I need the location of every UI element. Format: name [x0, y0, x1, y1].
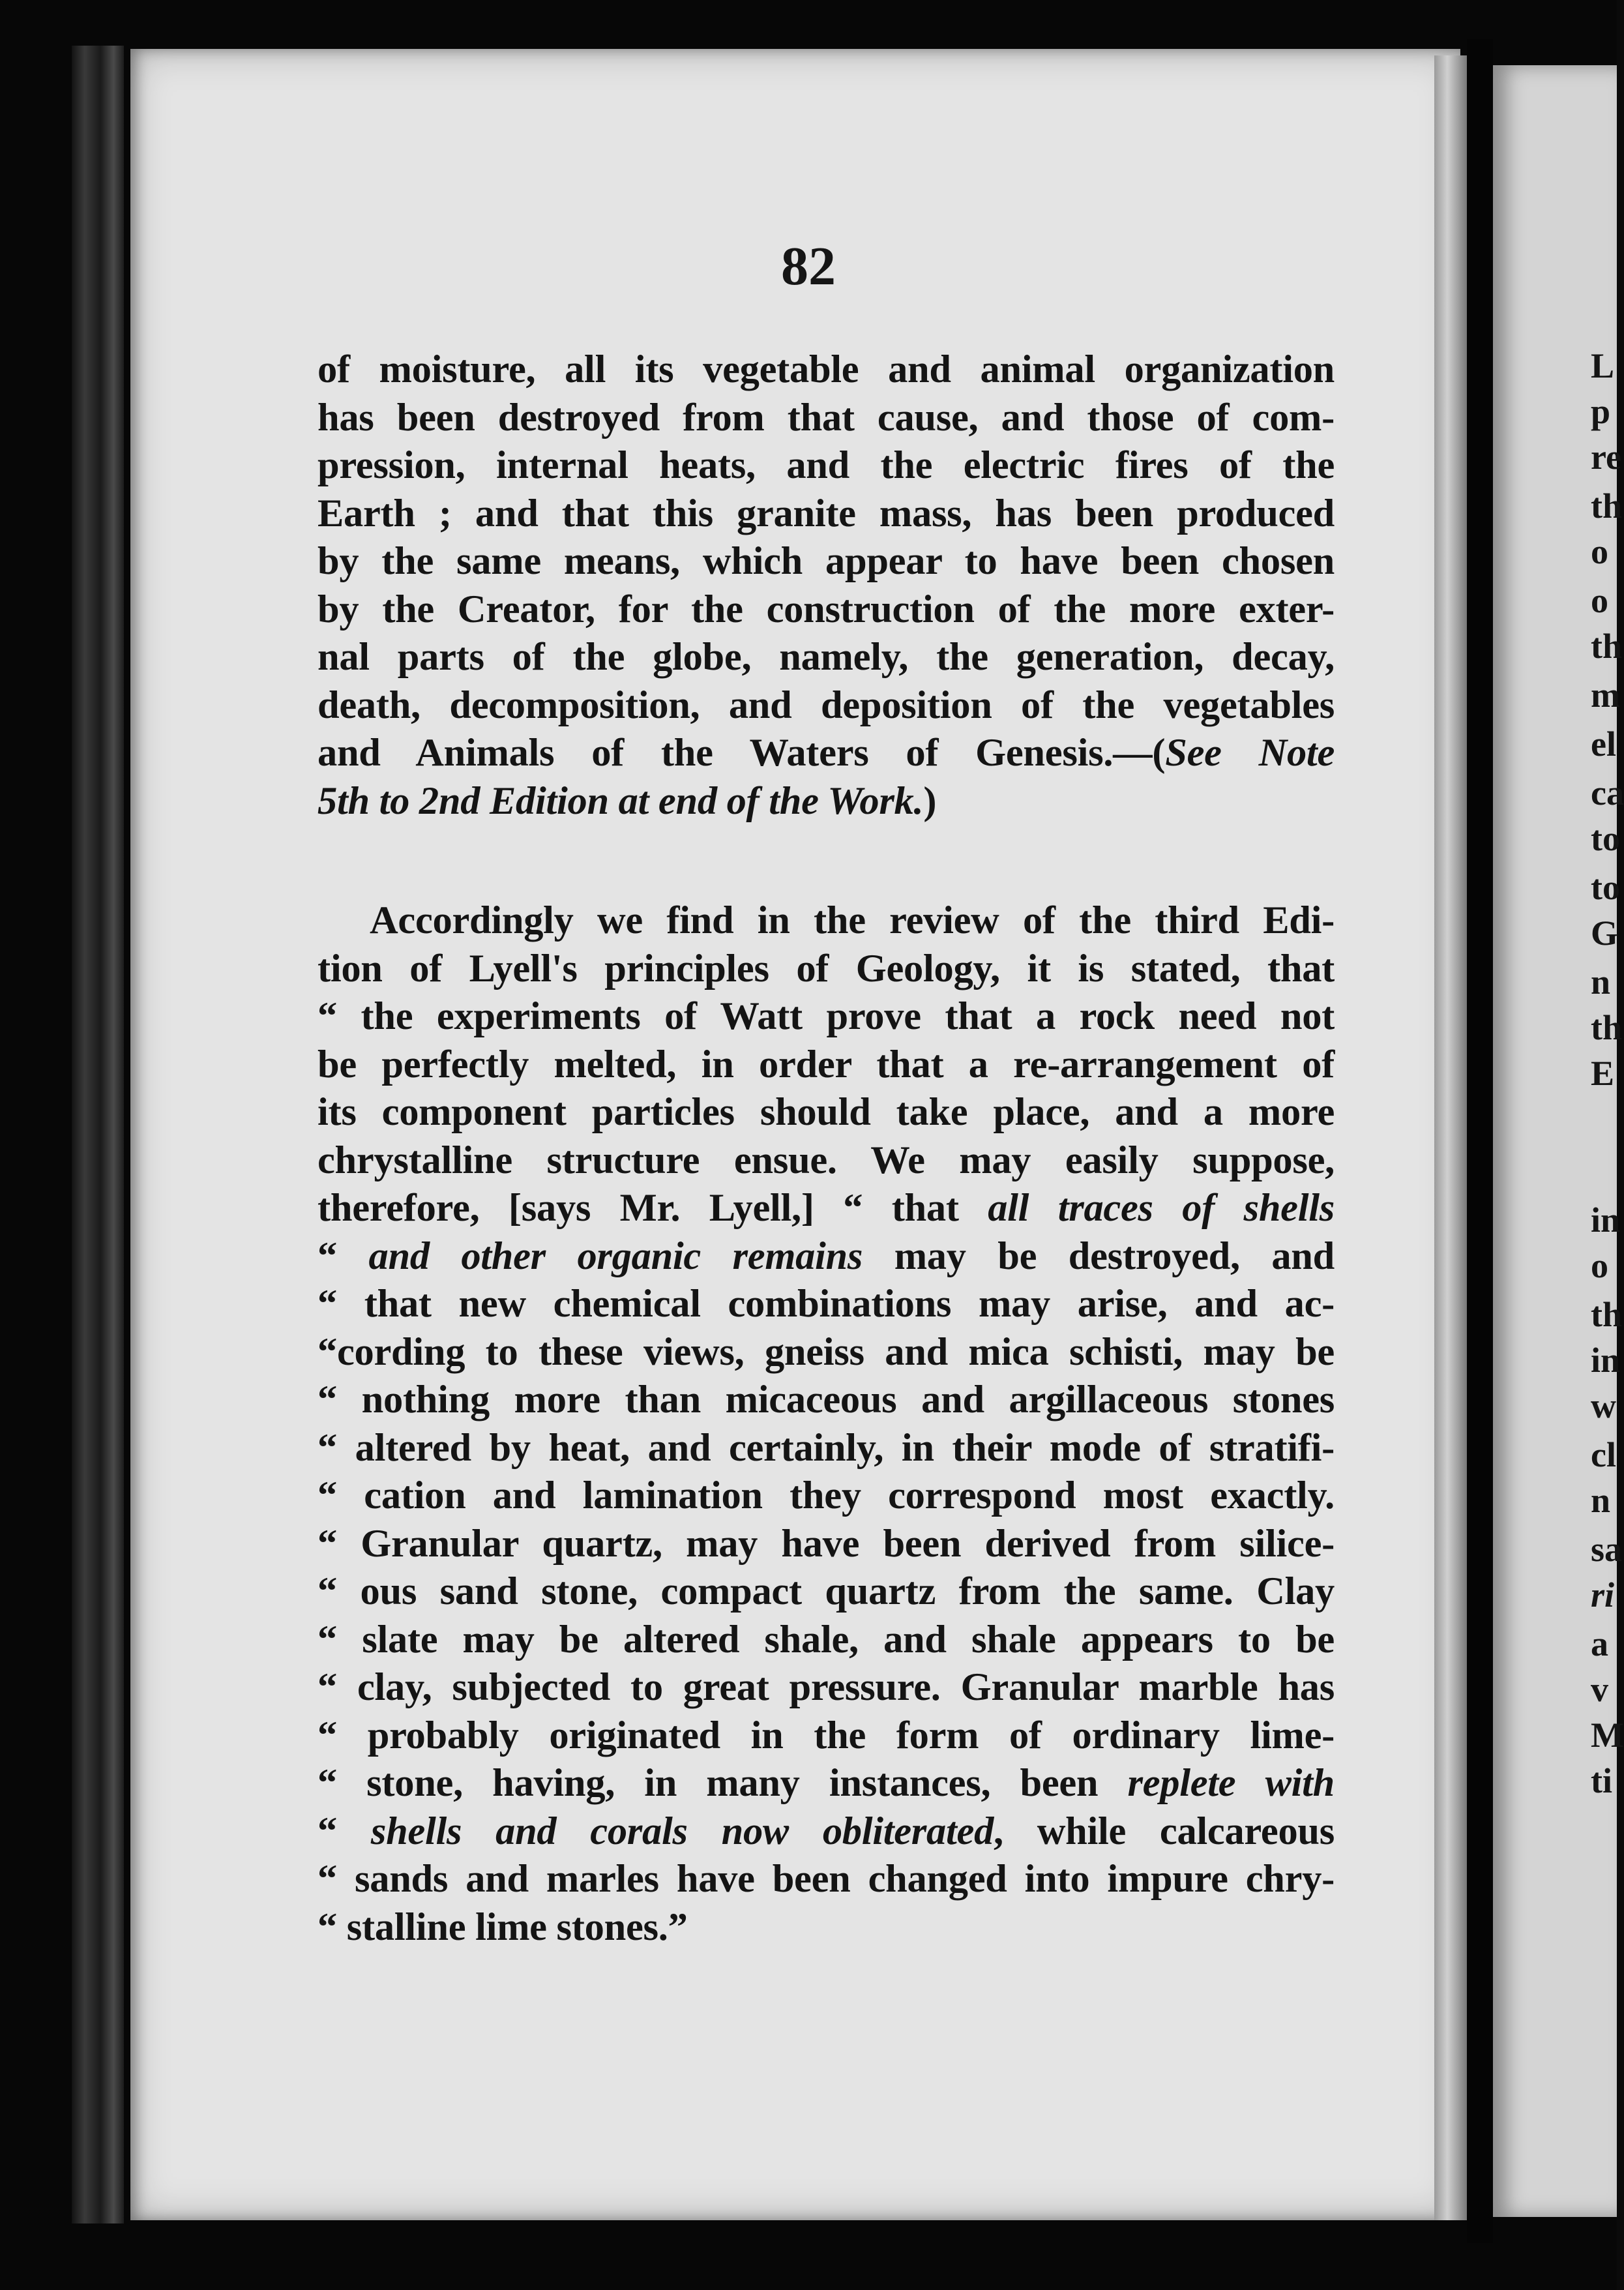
- facing-page-fragment: ca: [1591, 773, 1624, 812]
- facing-page: [1493, 65, 1624, 2217]
- text-run: “ stalline lime stones.”: [317, 1905, 688, 1949]
- text-run: “ the experiments of Watt prove that a rock need not: [317, 994, 1335, 1038]
- text-line: [317, 1137, 1335, 1185]
- text-line: [317, 945, 1335, 993]
- facing-page-fragment: E: [1591, 1054, 1615, 1093]
- text-line: [317, 1184, 1335, 1232]
- text-line: [317, 394, 1335, 442]
- text-line: [317, 1280, 1335, 1328]
- italic-text: all traces of shells: [988, 1186, 1335, 1230]
- text-run: “ probably originated in the form of ordinary lime-: [317, 1713, 1335, 1757]
- text-run: therefore, [says Mr. Lyell,] “ that: [317, 1186, 988, 1230]
- text-run: of moisture, all its vegetable and animal organization: [317, 348, 1335, 391]
- facing-page-fragment: ti: [1591, 1761, 1612, 1800]
- text-line: [317, 586, 1335, 634]
- text-line: [317, 1088, 1335, 1137]
- text-line: [317, 1376, 1335, 1424]
- facing-page-fragment: a: [1591, 1624, 1608, 1663]
- italic-text: replete with: [1127, 1761, 1335, 1805]
- text-run: “ sands and marles have been changed into impure chry-: [317, 1857, 1335, 1901]
- facing-page-fragment: in: [1591, 1341, 1621, 1380]
- book-gutter: [1467, 39, 1493, 2243]
- text-run: “cording to these views, gneiss and mica schisti, may be: [317, 1330, 1335, 1374]
- text-run: nal parts of the globe, namely, the generation, decay,: [317, 635, 1335, 679]
- text-line: [317, 1328, 1335, 1376]
- text-line: [317, 537, 1335, 586]
- text-line: [317, 1759, 1335, 1807]
- facing-page-fragment: n: [1591, 962, 1611, 1002]
- text-line: [317, 1424, 1335, 1472]
- text-line: [317, 1712, 1335, 1760]
- facing-page-fragment: L: [1591, 346, 1615, 385]
- text-run: “ altered by heat, and certainly, in their mode of stratifi-: [317, 1425, 1335, 1470]
- body-text: [317, 346, 1335, 1951]
- text-line: [317, 633, 1335, 681]
- text-run: , while calcareous: [994, 1809, 1335, 1853]
- text-line: [317, 1616, 1335, 1664]
- facing-page-fragment: re: [1591, 438, 1621, 477]
- text-run: “ ous sand stone, compact quartz from the same. Clay: [317, 1569, 1335, 1613]
- text-line: [317, 1663, 1335, 1712]
- text-run: “ stone, having, in many instances, been: [317, 1761, 1128, 1805]
- facing-page-fragment: p: [1591, 392, 1611, 431]
- text-line: [317, 1041, 1335, 1089]
- facing-page-fragment: to: [1591, 819, 1620, 858]
- text-line: [317, 1903, 1335, 1952]
- text-line: [317, 729, 1335, 777]
- facing-page-fragment: o: [1591, 1246, 1608, 1285]
- text-run: “: [317, 1809, 371, 1853]
- text-line: [317, 346, 1335, 394]
- facing-page-fragment: cl: [1591, 1435, 1616, 1474]
- text-line: [317, 490, 1335, 538]
- text-run: Accordingly we find in the review of the third Edi-: [370, 899, 1335, 942]
- text-run: may be destroyed, and: [863, 1234, 1335, 1278]
- text-line: [317, 992, 1335, 1041]
- text-line: [317, 681, 1335, 730]
- book-binding-edge: [72, 46, 124, 2223]
- text-run: “ clay, subjected to great pressure. Granular marble has: [317, 1665, 1335, 1709]
- facing-page-fragment: th: [1591, 1008, 1623, 1047]
- text-line: [317, 777, 1335, 825]
- text-run: “ that new chemical combinations may arise, and ac-: [317, 1282, 1335, 1326]
- facing-page-fragment: n: [1591, 1481, 1611, 1520]
- text-line: [317, 1807, 1335, 1856]
- text-run: “ Granular quartz, may have been derived from silice-: [317, 1521, 1335, 1566]
- facing-page-fragment: M: [1591, 1716, 1624, 1755]
- facing-page-fragment: sa: [1591, 1530, 1623, 1569]
- text-run: pression, internal heats, and the electric fires of the: [317, 443, 1335, 487]
- text-run: its component particles should take place, and a more: [317, 1090, 1335, 1134]
- italic-text: 5th to 2nd Edition at end of the Work.: [317, 779, 924, 823]
- facing-page-fragment: ri: [1591, 1575, 1615, 1614]
- text-run: death, decomposition, and deposition of the vegetables: [317, 683, 1335, 727]
- facing-page-fragment: v: [1591, 1670, 1608, 1709]
- text-line: [317, 441, 1335, 490]
- text-run: chrystalline structure ensue. We may easily suppose,: [317, 1138, 1335, 1182]
- paragraph-gap: [317, 825, 1335, 897]
- facing-page-fragment: o: [1591, 532, 1608, 571]
- text-run: ): [923, 779, 937, 823]
- text-run: “: [317, 1234, 369, 1278]
- facing-page-fragment: th: [1591, 1295, 1623, 1334]
- page-edge: [1434, 55, 1467, 2220]
- text-run: Earth ; and that this granite mass, has been produced: [317, 491, 1335, 535]
- text-run: has been destroyed from that cause, and those of com-: [317, 395, 1335, 439]
- text-line: [317, 1568, 1335, 1616]
- facing-page-fragment: th: [1591, 627, 1623, 666]
- text-run: by the Creator, for the construction of the more exter-: [317, 587, 1335, 631]
- page-number: 82: [781, 236, 836, 297]
- facing-page-fragment: G: [1591, 914, 1619, 953]
- text-line: [317, 1232, 1335, 1281]
- text-run: be perfectly melted, in order that a re-arrangement of: [317, 1042, 1335, 1086]
- text-run: “ slate may be altered shale, and shale appears to be: [317, 1617, 1335, 1661]
- facing-page-fragment: w: [1591, 1386, 1616, 1425]
- text-line: [317, 897, 1335, 945]
- facing-page-fragment: m: [1591, 676, 1620, 715]
- italic-text: and other organic remains: [368, 1234, 863, 1278]
- italic-text: See Note: [1165, 731, 1335, 775]
- text-run: by the same means, which appear to have been chosen: [317, 539, 1335, 583]
- facing-page-fragment: el: [1591, 724, 1616, 764]
- text-line: [317, 1520, 1335, 1568]
- facing-page-fragment: th: [1591, 486, 1623, 526]
- facing-page-fragment: in: [1591, 1200, 1621, 1240]
- text-line: [317, 1472, 1335, 1520]
- text-run: “ nothing more than micaceous and argillaceous stones: [317, 1378, 1335, 1421]
- facing-page-fragment: to: [1591, 868, 1620, 907]
- text-run: “ cation and lamination they correspond most exactly.: [317, 1474, 1335, 1517]
- text-run: and Animals of the Waters of Genesis.—(: [317, 731, 1166, 775]
- text-run: tion of Lyell's principles of Geology, it is stated, that: [317, 946, 1335, 990]
- italic-text: shells and corals now obliterated: [370, 1809, 994, 1853]
- facing-page-fragment: o: [1591, 581, 1608, 620]
- text-line: [317, 1855, 1335, 1903]
